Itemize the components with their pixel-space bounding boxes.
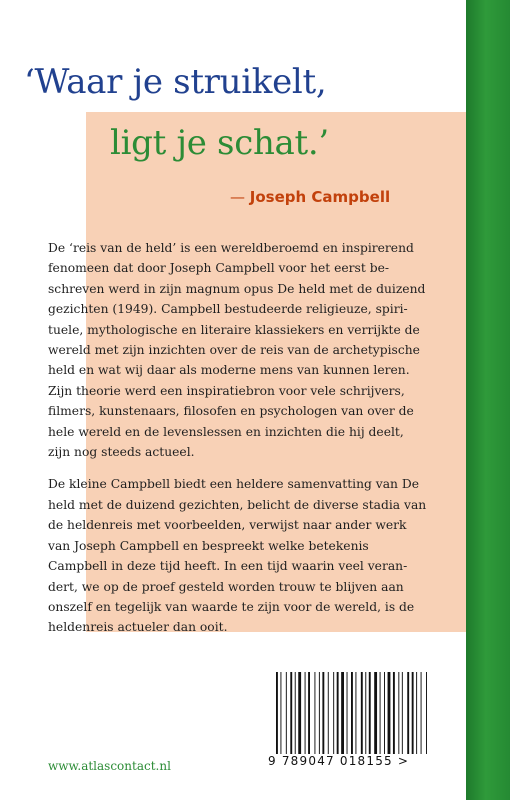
attribution-name: Joseph Campbell <box>249 188 391 206</box>
text-line: van Joseph Campbell en bespreekt welke betekenis <box>48 538 369 553</box>
blurb-text <box>48 238 428 650</box>
barcode-bar <box>337 672 339 754</box>
text-line: De ‘reis van de held’ is een wereldberoemd en inspirerend <box>48 241 414 255</box>
barcode-bar <box>421 672 422 754</box>
barcode-bar <box>290 672 292 754</box>
barcode-bar <box>361 672 363 754</box>
barcode-bar <box>365 672 366 754</box>
barcode-bar <box>355 672 356 754</box>
text-line: De kleine Campbell biedt een heldere samenvatting van De <box>48 477 420 492</box>
text-line: held met de duizend gezichten, belicht de diverse stadia van <box>48 497 427 512</box>
barcode-bar <box>333 672 334 754</box>
text-line: heldenreis actueler dan ooit. <box>48 620 228 635</box>
barcode-bar <box>322 672 324 754</box>
barcode-bar <box>314 672 315 754</box>
text-line: de heldenreis met voorbeelden, verwijst naar ander werk <box>48 518 407 533</box>
barcode-bar <box>374 672 377 754</box>
quote-line-1: ‘Waar je struikelt, <box>24 62 327 102</box>
quote-line-2: ligt je schat.’ <box>110 123 329 163</box>
text-line: onszelf en tegelijk van waarde te zijn voor de wereld, is de <box>48 599 415 614</box>
barcode-bar <box>388 672 391 754</box>
text-line: tuele, mythologische en literaire klassiekers en verrijkte de <box>48 322 420 337</box>
barcode-bar <box>328 672 329 754</box>
barcode-bar <box>351 672 353 754</box>
barcode-bar <box>295 672 296 754</box>
isbn-number: 9 789047 018155 > <box>268 754 410 768</box>
barcode-bar <box>369 672 371 754</box>
blurb-paragraph-2 <box>48 474 428 637</box>
text-line: Zijn theorie werd een inspiratiebron voor vele schrijvers, <box>48 383 405 398</box>
barcode-bar <box>402 672 403 754</box>
barcode-bar <box>286 672 287 754</box>
barcode-bar <box>280 672 281 754</box>
text-line: fenomeen dat door Joseph Campbell voor het eerst be- <box>48 261 390 276</box>
barcode-bar <box>407 672 409 754</box>
text-line: zijn nog steeds actueel. <box>48 445 195 460</box>
text-line: wereld met zijn inzichten over de reis van de archetypische <box>48 343 420 358</box>
publisher-website: www.atlascontact.nl <box>48 759 171 773</box>
text-line: filmers, kunstenaars, filosofen en psychologen van over de <box>48 404 414 419</box>
text-line: Campbell in deze tijd heeft. In een tijd waarin veel veran- <box>48 559 408 574</box>
barcode-bar <box>308 672 310 754</box>
attribution-dash: — <box>230 188 245 206</box>
green-side-strip <box>466 0 510 800</box>
text-line: held en wat wij daar als moderne mens van kunnen leren. <box>48 363 410 378</box>
barcode-bar <box>341 672 344 754</box>
barcode-bar <box>298 672 301 754</box>
barcode-bar <box>380 672 381 754</box>
barcode-bar <box>393 672 395 754</box>
barcode-bar <box>384 672 385 754</box>
text-line: schreven werd in zijn magnum opus De held met de duizend <box>48 281 426 296</box>
barcode-bar <box>412 672 414 754</box>
barcode-bar <box>305 672 306 754</box>
barcode-bars <box>274 672 442 754</box>
text-line: gezichten (1949). Campbell bestudeerde religieuze, spiri- <box>48 302 408 317</box>
barcode-bar <box>426 672 427 754</box>
text-line: dert, we op de proef gesteld worden trouw te blijven aan <box>48 579 404 594</box>
barcode-bar <box>398 672 399 754</box>
isbn-barcode <box>260 662 452 780</box>
barcode-bar <box>319 672 320 754</box>
barcode-bar <box>347 672 348 754</box>
barcode-bar <box>416 672 417 754</box>
barcode-bar <box>276 672 278 754</box>
quote-attribution <box>230 188 390 206</box>
text-line: hele wereld en de levenslessen en inzichten die hij deelt, <box>48 424 404 439</box>
blurb-paragraph-1 <box>48 238 428 462</box>
